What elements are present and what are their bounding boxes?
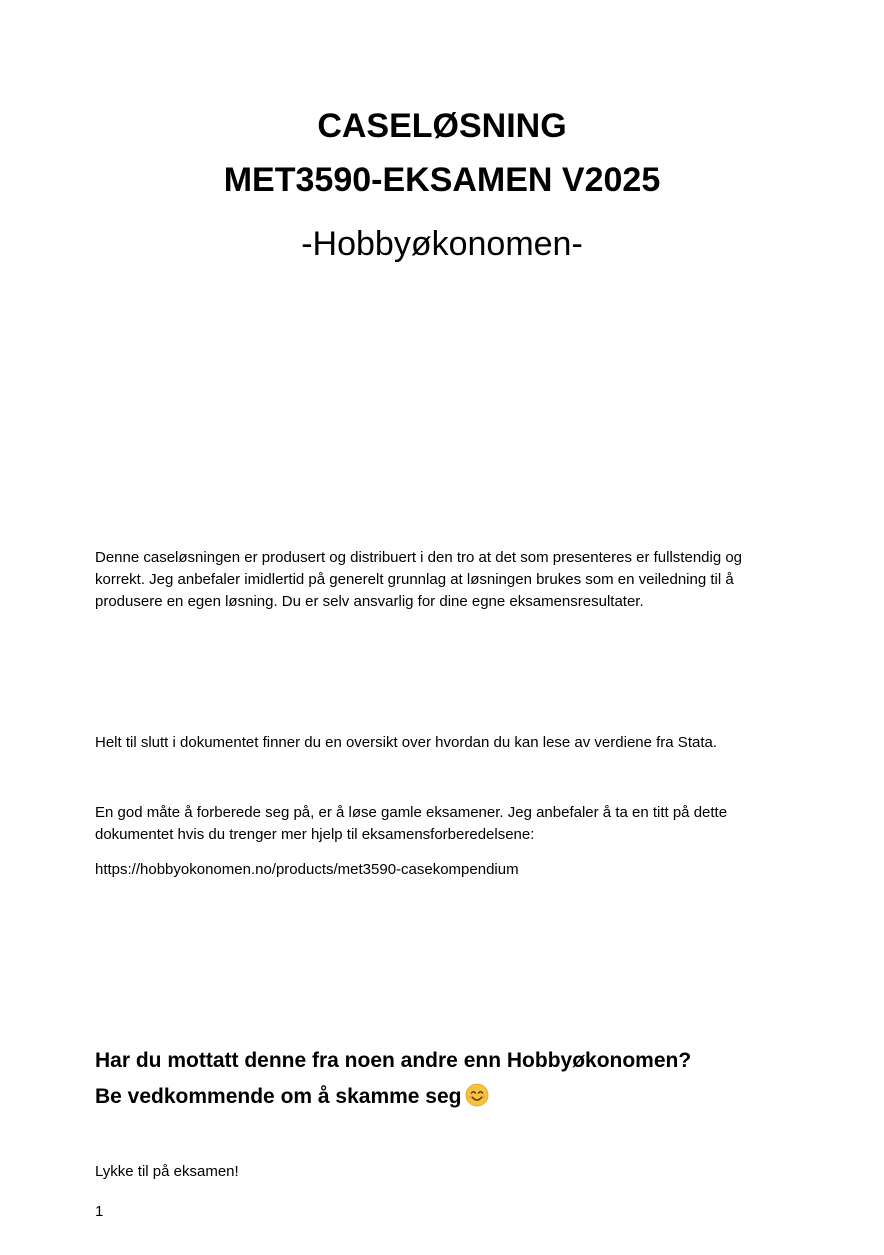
preparation-paragraph: En god måte å forberede seg på, er å løse gamle eksamener. Jeg anbefaler å ta en titt på dette dokumentet hvis du trenger mer hjelp til eksamensforberedelsene: — [95, 804, 728, 843]
good-luck-text: Lykke til på eksamen! — [95, 1163, 239, 1180]
document-title-line-1: CASELØSNING — [317, 107, 567, 145]
warning-heading-line-1: Har du mottatt denne fra noen andre enn Hobbyøkonomen? — [95, 1049, 692, 1072]
casekompendium-link[interactable]: https://hobbyokonomen.no/products/met3590-casekompendium — [95, 861, 519, 878]
warning-heading-line-2 — [95, 1079, 815, 1115]
smiling-face-icon — [465, 1083, 489, 1107]
stata-note-paragraph: Helt til slutt i dokumentet finner du en oversikt over hvordan du kan lese av verdiene fra Stata. — [95, 734, 718, 751]
warning-heading-text: Be vedkommende om å skamme seg — [95, 1085, 462, 1108]
document-subtitle: -Hobbyøkonomen- — [301, 225, 583, 263]
disclaimer-paragraph: Denne caseløsningen er produsert og distribuert i den tro at det som presenteres er fullstendig og korrekt. Jeg anbefaler imidlertid på generelt grunnlag at løsningen brukes som en veiledning til å produsere en egen løsning. Du er selv ansvarlig for dine egne eksamensresultater. — [95, 549, 743, 610]
document-title-line-2: MET3590-EKSAMEN V2025 — [223, 161, 661, 199]
page-number: 1 — [95, 1203, 104, 1220]
